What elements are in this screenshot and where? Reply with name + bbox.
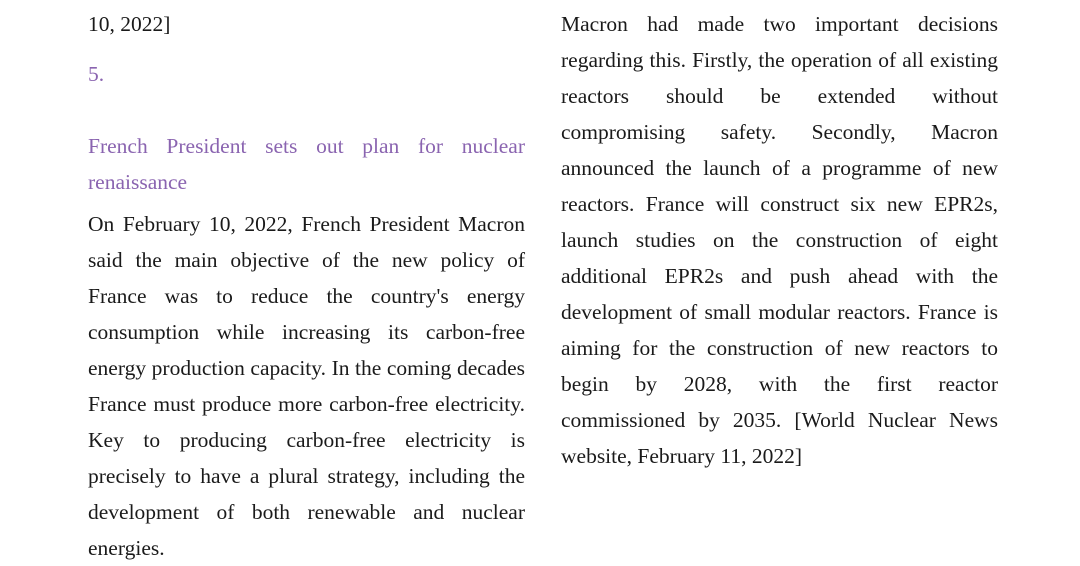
section-title: French President sets out plan for nuclear renaissance: [88, 134, 525, 194]
right-body-paragraph: Macron had made two important decisions regarding this. Firstly, the operation of all existing reactors should be extended without compromising safety. Secondly, Macron announced the launch of a programme of new reactors. France will construct six new EPR2s, launch studies on the construction of eight additional EPR2s and push ahead with the development of small modular reactors. France is aiming for the construction of new reactors to begin by 2028, with the first reactor commissioned by 2035. [World Nuclear News website, February 11, 2022]: [561, 12, 998, 468]
continuation-paragraph: 10, 2022]: [88, 12, 171, 36]
left-body-paragraph: On February 10, 2022, French President Macron said the main objective of the new policy of France was to reduce the country's energy consumption while increasing its carbon-free energy production capacity. In the coming decades France must produce more carbon-free electricity. Key to producing carbon-free electricity is precisely to have a plural strategy, including the development of both renewable and nuclear energies.: [88, 212, 525, 560]
section-heading: [88, 56, 525, 200]
right-column: [561, 6, 998, 496]
left-column: [88, 6, 525, 560]
section-number: 5.: [88, 62, 105, 86]
